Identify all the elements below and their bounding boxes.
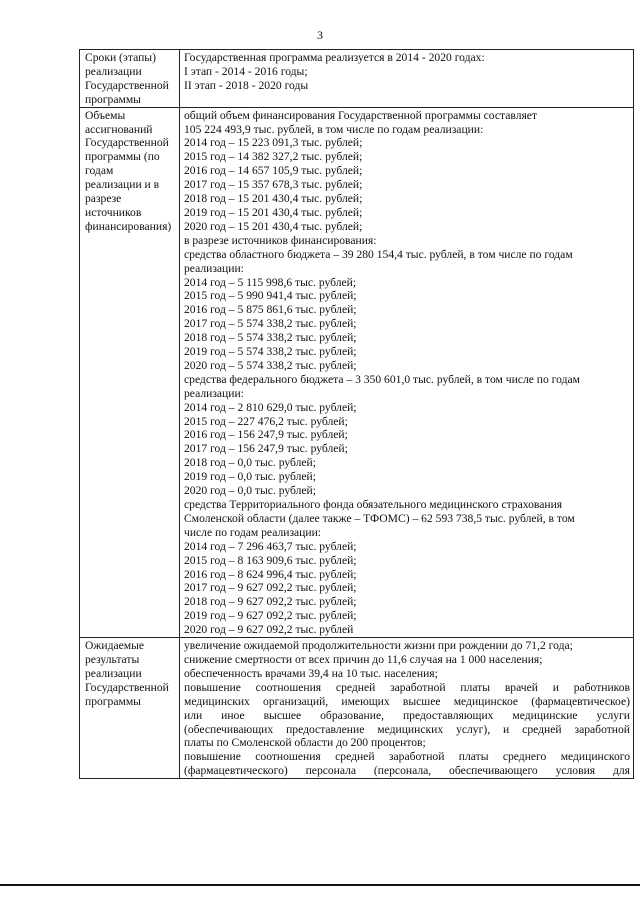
value-line: реализации: <box>184 386 244 400</box>
value-line: 2018 год – 5 574 338,2 тыс. рублей; <box>184 331 357 345</box>
value-line: I этап - 2014 - 2016 годы; <box>184 64 308 78</box>
label-line: реализации <box>85 666 142 680</box>
value-line: 2015 год – 8 163 909,6 тыс. рублей; <box>184 553 357 567</box>
value-line: 2019 год – 15 201 430,4 тыс. рублей; <box>184 205 363 219</box>
value-line: 2017 год – 5 574 338,2 тыс. рублей; <box>184 317 357 331</box>
value-line: 2016 год – 8 624 996,4 тыс. рублей; <box>184 567 357 581</box>
label-line: Государственной <box>85 680 169 694</box>
value-line: платы по Смоленской области до 200 процентов; <box>184 736 426 750</box>
value-line: 2019 год – 0,0 тыс. рублей; <box>184 470 316 484</box>
label-line: программы <box>85 694 141 708</box>
value-line: в разрезе источников финансирования: <box>184 233 377 247</box>
value-line: 2020 год – 15 201 430,4 тыс. рублей; <box>184 219 363 233</box>
value-line: повышение соотношения средней заработной платы среднего медицинского <box>184 750 630 764</box>
label-line: ассигнований <box>85 122 153 136</box>
value-line: 2020 год – 0,0 тыс. рублей; <box>184 484 316 498</box>
label-line: программы (по <box>85 150 160 164</box>
label-line: программы <box>85 92 141 106</box>
bottom-rule <box>0 884 640 886</box>
value-line: общий объем финансирования Государственной программы составляет <box>184 108 538 122</box>
value-line: 2019 год – 5 574 338,2 тыс. рублей; <box>184 345 357 359</box>
label-line: разрезе <box>85 192 122 206</box>
table-row <box>80 107 634 637</box>
value-line: 2014 год – 5 115 998,6 тыс. рублей; <box>184 275 357 289</box>
value-line: или иное высшее образование, предоставляющих медицинские услуги <box>184 708 630 722</box>
table-row <box>80 638 634 779</box>
value-line: 2015 год – 5 990 941,4 тыс. рублей; <box>184 289 357 303</box>
row-value-cell <box>180 107 634 637</box>
value-line: обеспеченность врачами 39,4 на 10 тыс. населения; <box>184 666 438 680</box>
value-line: 2020 год – 9 627 092,2 тыс. рублей <box>184 623 354 637</box>
label-line: Государственной <box>85 136 169 150</box>
value-line: 2017 год – 15 357 678,3 тыс. рублей; <box>184 178 363 192</box>
row-label-cell <box>80 50 180 108</box>
value-line: 2014 год – 15 223 091,3 тыс. рублей; <box>184 136 363 150</box>
value-line: увеличение ожидаемой продолжительности жизни при рождении до 71,2 года; <box>184 639 573 653</box>
label-line: источников <box>85 205 142 219</box>
value-line: 2016 год – 14 657 105,9 тыс. рублей; <box>184 164 363 178</box>
value-line: (фармацевтического) персонала (персонала, обеспечивающего условия для <box>184 764 630 778</box>
label-line: Объемы <box>85 108 126 122</box>
value-line: 2014 год – 7 296 463,7 тыс. рублей; <box>184 539 357 553</box>
value-line: Смоленской области (далее также – ТФОМС) – 62 593 738,5 тыс. рублей, в том <box>184 511 575 525</box>
row-label-cell <box>80 107 180 637</box>
label-line: реализации и в <box>85 178 160 192</box>
value-line: 2016 год – 156 247,9 тыс. рублей; <box>184 428 348 442</box>
value-line: Государственная программа реализуется в 2014 - 2020 годах: <box>184 51 485 64</box>
value-line: 2015 год – 227 476,2 тыс. рублей; <box>184 414 348 428</box>
label-line: реализации <box>85 64 142 78</box>
value-line: 2017 год – 9 627 092,2 тыс. рублей; <box>184 581 357 595</box>
value-line: 2017 год – 156 247,9 тыс. рублей; <box>184 442 348 456</box>
value-line: 2019 год – 9 627 092,2 тыс. рублей; <box>184 609 357 623</box>
passport-table <box>79 49 634 779</box>
value-line: 2014 год – 2 810 629,0 тыс. рублей; <box>184 400 357 414</box>
value-line: средства областного бюджета – 39 280 154,4 тыс. рублей, в том числе по годам <box>184 247 573 261</box>
label-line: Ожидаемые <box>85 639 145 653</box>
value-line: 105 224 493,9 тыс. рублей, в том числе по годам реализации: <box>184 122 484 136</box>
value-line: снижение смертности от всех причин до 11,6 случая на 1 000 населения; <box>184 652 543 666</box>
value-line: 2015 год – 14 382 327,2 тыс. рублей; <box>184 150 363 164</box>
label-line: Сроки (этапы) <box>85 51 156 64</box>
row-value-cell <box>180 638 634 779</box>
value-line: числе по годам реализации: <box>184 525 322 539</box>
value-line: 2018 год – 0,0 тыс. рублей; <box>184 456 316 470</box>
label-line: финансирования) <box>85 219 172 233</box>
page-number: 3 <box>317 28 323 42</box>
value-line: II этап - 2018 - 2020 годы <box>184 78 309 92</box>
label-line: Государственной <box>85 78 169 92</box>
table-row <box>80 50 634 108</box>
row-value-cell <box>180 50 634 108</box>
row-label-cell <box>80 638 180 779</box>
value-line: 2018 год – 15 201 430,4 тыс. рублей; <box>184 192 363 206</box>
value-line: (обеспечивающих предоставление медицинских услуг), и средней заработной <box>184 722 630 736</box>
value-line: 2018 год – 9 627 092,2 тыс. рублей; <box>184 595 357 609</box>
value-line: повышение соотношения средней заработной платы врачей и работников <box>184 680 630 694</box>
label-line: результаты <box>85 652 140 666</box>
value-line: 2016 год – 5 875 861,6 тыс. рублей; <box>184 303 357 317</box>
label-line: годам <box>85 164 114 178</box>
value-line: 2020 год – 5 574 338,2 тыс. рублей; <box>184 358 357 372</box>
value-line: медицинских организаций, имеющих высшее медицинское (фармацевтическое) <box>184 694 630 708</box>
value-line: средства Территориального фонда обязательного медицинского страхования <box>184 498 563 511</box>
value-line: средства федерального бюджета – 3 350 601,0 тыс. рублей, в том числе по годам <box>184 372 580 386</box>
value-line: реализации: <box>184 261 244 275</box>
